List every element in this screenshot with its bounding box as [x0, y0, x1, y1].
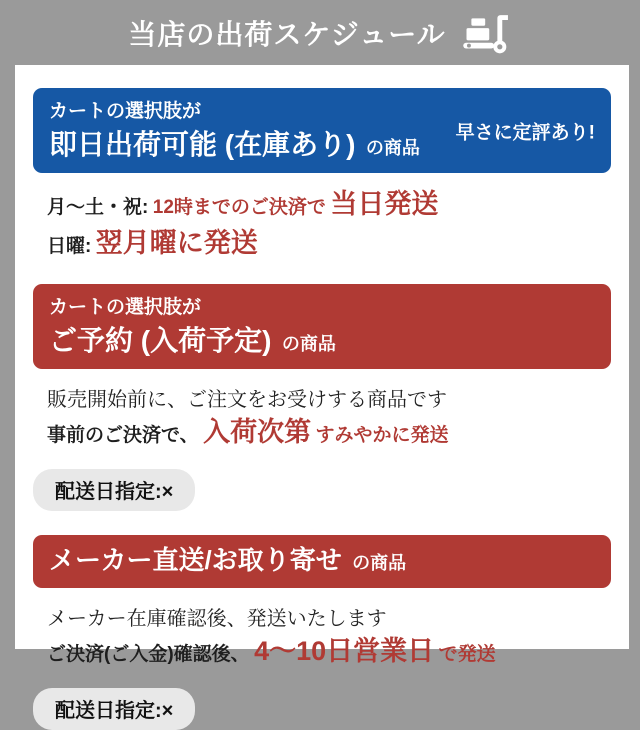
header-suffix: の商品 — [281, 333, 336, 354]
weekday-result: 当日発送 — [330, 189, 439, 220]
sunday-shipping-row — [47, 227, 611, 264]
preorder-pill-wrap — [33, 467, 611, 511]
header-highlight: ご予約 (入荷予定) — [49, 324, 272, 356]
section-header-preorder — [33, 284, 611, 369]
sunday-label: 日曜: — [47, 236, 92, 258]
header-suffix: の商品 — [365, 137, 420, 158]
header-line2 — [49, 545, 595, 576]
section-header-dropship — [33, 535, 611, 587]
header-suffix: の商品 — [352, 553, 407, 574]
hand-truck-icon — [460, 11, 512, 55]
page-title: 当店の出荷スケジュール — [128, 18, 446, 50]
same-day-details — [47, 188, 611, 264]
dropship-result-big: 4〜10日営業日 — [254, 635, 435, 666]
header-line1: カートの選択肢が — [49, 297, 202, 319]
content-panel — [15, 65, 629, 722]
title-bar — [0, 0, 640, 65]
preorder-note: 販売開始前に、ご注文をお受けする商品です — [47, 389, 447, 412]
preorder-result-big: 入荷次第 — [203, 417, 312, 448]
header-line1: カートの選択肢が — [49, 101, 202, 122]
sunday-result: 翌月曜に発送 — [95, 228, 258, 259]
dropship-details — [47, 603, 611, 672]
section-header-same-day — [33, 88, 611, 173]
dropship-note: メーカー在庫確認後、発送いたします — [47, 607, 387, 630]
dropship-label: ご決済(ご入金)確認後、 — [47, 643, 250, 665]
weekday-label: 月〜土・祝: — [47, 197, 149, 219]
dropship-pill-wrap — [33, 686, 611, 730]
speed-badge: 早さに定評あり! — [455, 122, 595, 144]
dropship-shipping-row — [47, 635, 611, 672]
delivery-date-pill: 配送日指定:× — [33, 688, 195, 730]
delivery-date-pill: 配送日指定:× — [33, 469, 195, 511]
weekday-shipping-row — [47, 188, 611, 225]
preorder-result-small: すみやかに発送 — [315, 425, 449, 447]
header-line2 — [49, 324, 595, 358]
header-highlight: 即日出荷可能 (在庫あり) — [49, 128, 356, 160]
dropship-result-small: で発送 — [438, 643, 496, 665]
preorder-shipping-row — [47, 416, 611, 453]
weekday-condition: 12時までのご決済で — [152, 197, 326, 219]
preorder-label: 事前のご決済で、 — [47, 425, 199, 447]
preorder-details — [47, 384, 611, 453]
header-highlight: メーカー直送/お取り寄せ — [49, 545, 342, 576]
